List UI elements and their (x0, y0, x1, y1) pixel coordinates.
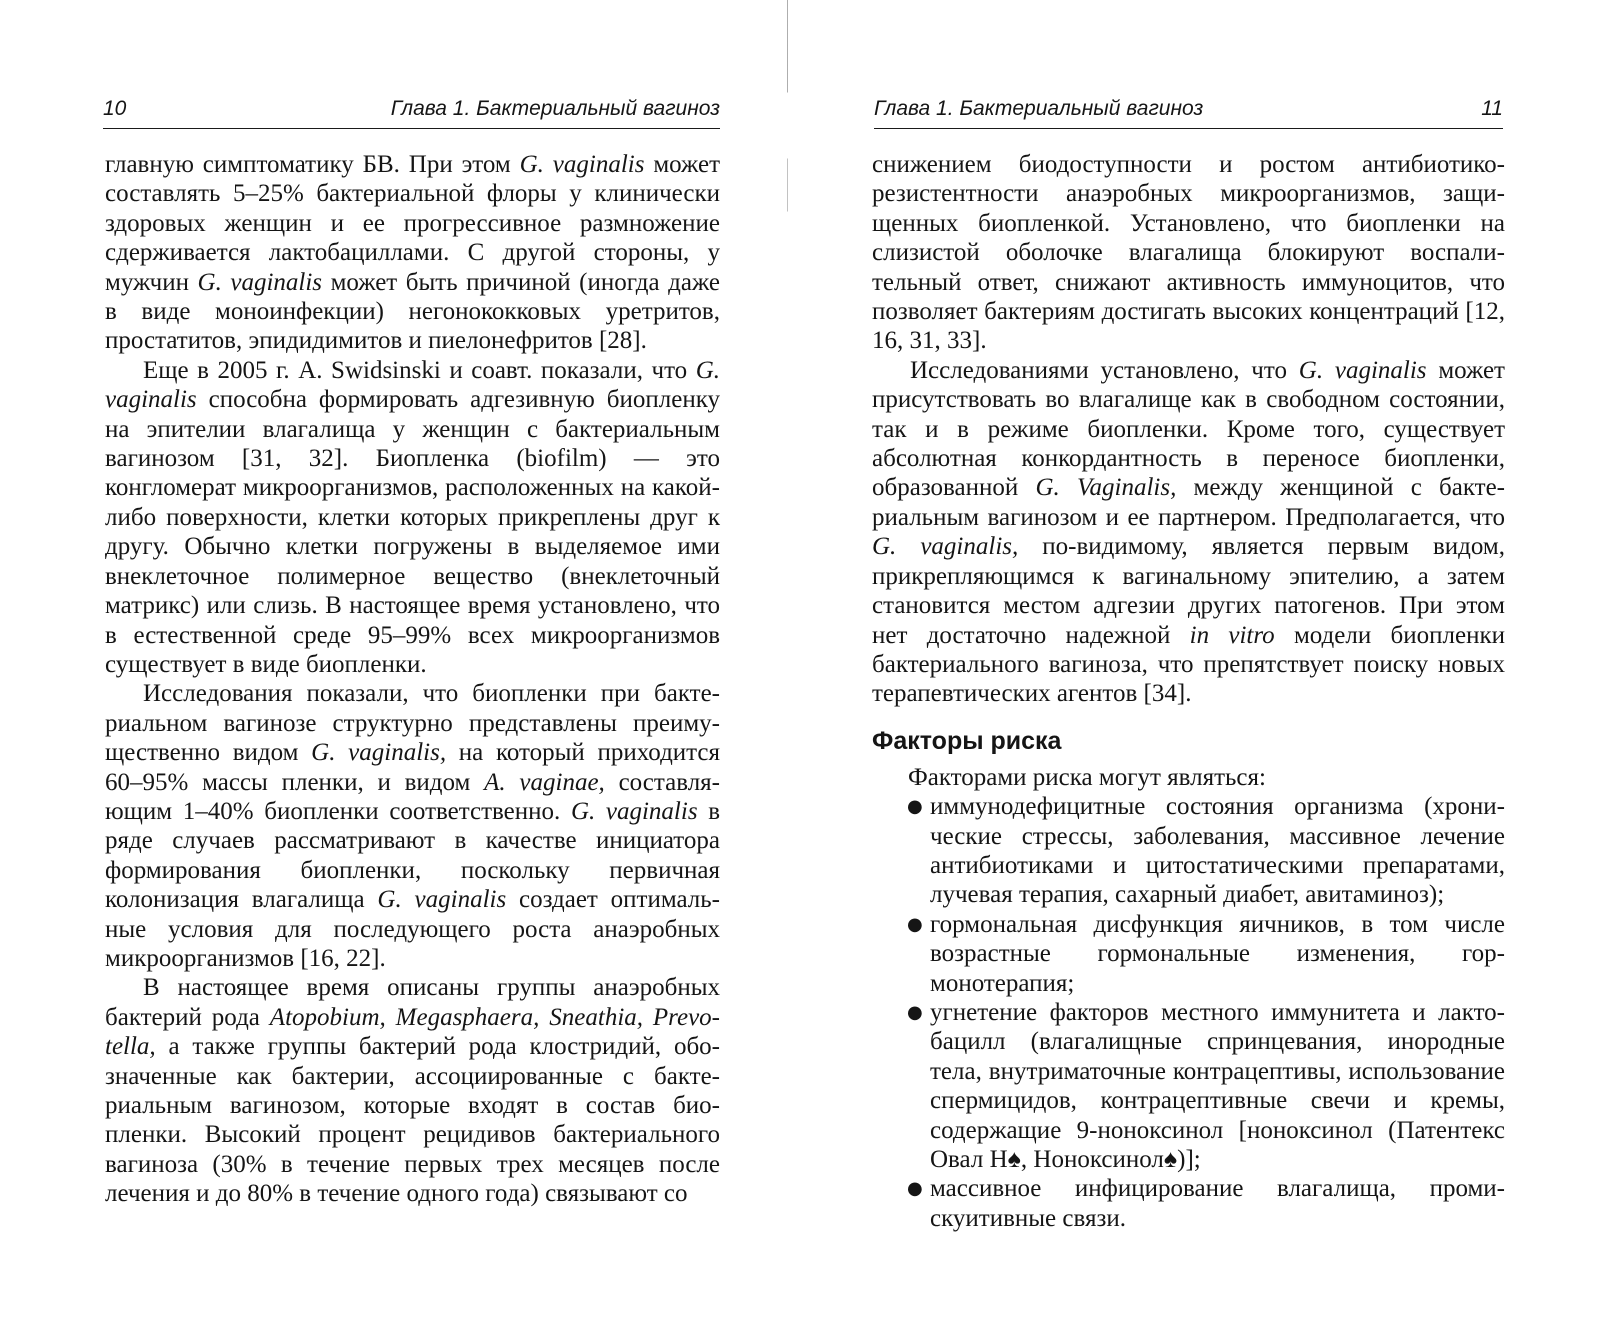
species-name: G. vaginalis (105, 356, 720, 414)
list-item (872, 910, 1505, 998)
species-name: in vitro (1189, 621, 1275, 649)
bullet-icon: ● (907, 1001, 923, 1023)
left-page-body (105, 150, 720, 1209)
section-heading: Факторы риска (872, 726, 1062, 755)
bullet-icon: ● (907, 1178, 923, 1200)
species-name: G. vaginalis (197, 268, 323, 296)
paragraph: Исследованиями установлено, что G. vaginalis может присутствовать во влагалище как в свободном состоянии, так и в режиме биопленки. Кроме того, существует абсолютная конкордантность в переносе биопленки, образованной G. Vaginalis, между женщиной с бактериальным вагинозом и ее партнером. Предполагается, что G. vaginalis, по-видимому, является первым видом, прикрепляющимся к вагинальному эпителию, а затем становится местом адгезии других патогенов. При этом нет достаточно надежной in vitro модели биопленки бактериального вагиноза, что препятствует поиску новых терапевтических агентов [34]. (872, 356, 1505, 708)
page-number: 10 (103, 97, 127, 120)
species-name: G. vaginalis (570, 797, 698, 825)
paragraph: Исследования показали, что биопленки при бактериальном вагинозе структурно представлены преимущественно видом G. vaginalis, на который приходится 60–95% массы пленки, и видом A. vaginae, составляющим 1–40% биопленки соответственно. G. vaginalis в ряде случаев рассматривают в качестве инициатора формирования биопленки, поскольку первичная колонизация влагалища G. vaginalis создает оптимальные условия для последующего роста анаэробных микроорганизмов [16, 22]. (105, 680, 720, 972)
right-page-body (872, 150, 1505, 1233)
species-name: Atopobium, Megasphaera, Sneathia, Prevotella, (105, 1003, 720, 1061)
list-item-text: массивное инфицирование влагалища, промискуитивные связи. (930, 1175, 1505, 1232)
species-name: G. vaginalis (519, 151, 645, 178)
species-name: A. vaginae, (484, 768, 605, 796)
paragraph: В настоящее время описаны группы анаэробных бактерий рода Atopobium, Megasphaera, Sneathia, Prevotella, а также группы бактерий рода клостридий, обозначенные как бактерии, ассоциированные с бактериальным вагинозом, которые входят в состав биопленки. Высокий процент рецидивов бактериального вагиноза (30% в течение первых трех месяцев после лечения и до 80% в течение одного года) связывают со (105, 974, 720, 1208)
right-page (800, 0, 1600, 1321)
paragraph: Еще в 2005 г. A. Swidsinski и соавт. показали, что G. vaginalis способна формировать адгезивную биопленку на эпителии влагалища у женщин с бактериальным вагинозом [31, 32]. Биопленка (biofilm) — это конгломерат микроорганизмов, расположенных на какой-либо поверхности, клетки которых прикреплены друг к другу. Обычно клетки погружены в выделяемое ими внеклеточное полимерное вещество (внеклеточный матрикс) или слизь. В настоящее время установлено, что в естественной среде 95–99% всех микроорганизмов существует в виде биопленки. (105, 356, 720, 678)
bullet-icon: ● (907, 796, 923, 818)
list-item (872, 1174, 1505, 1233)
chapter-title: Глава 1. Бактериальный вагиноз (874, 97, 1204, 120)
list-item-text: гормональная дисфункция яичников, в том числе возрастные гормональные изменения, гормонотерапия; (930, 910, 1505, 997)
risk-factors-list (872, 792, 1505, 1233)
bullet-icon: ● (907, 913, 923, 935)
species-name: G. vaginalis, (311, 739, 447, 767)
page-number: 11 (1481, 97, 1503, 120)
paragraph: главную симптоматику БВ. При этом G. vaginalis может составлять 5–25% бактериальной флоры у клинически здоровых женщин и ее прогрессивное размножение сдерживается лактобациллами. С другой стороны, у мужчин G. vaginalis может быть причиной (иногда даже в виде моноинфекции) негонококковых уретритов, простатитов, эпидидимитов и пиелонефритов [28]. (105, 151, 720, 355)
list-item (872, 792, 1505, 910)
list-item-text: иммунодефицитные состояния организма (хронические стрессы, заболевания, массивное лечение антибиотиками и цитостатическими препаратами, лучевая терапия, сахарный диабет, авитаминоз); (930, 793, 1505, 909)
list-item-text: угнетение факторов местного иммунитета и лактобацилл (влагалищные спринцевания, инородные тела, внутриматочные контрацептивы, использование спермицидов, контрацептивные свечи и кремы, содержащие 9-ноноксинол [ноноксинол (Патентекс Овал Н♠, Ноноксинол♠)]; (930, 998, 1505, 1173)
species-name: G. vaginalis (377, 886, 507, 914)
list-intro: Факторами риска могут являться: (908, 763, 1266, 791)
list-item (872, 998, 1505, 1174)
running-head-left (103, 94, 720, 129)
species-name: G. Vaginalis, (1035, 474, 1177, 502)
species-name: G. vaginalis (1298, 356, 1427, 384)
paragraph: снижением биодоступности и ростом антибиотикорезистентности анаэробных микроорганизмов, защищенных биопленкой. Установлено, что биопленки на слизистой оболочке влагалища блокируют воспалительный ответ, снижают активность иммуноцитов, что позволяет бактериям достигать высоких концентраций [12, 16, 31, 33]. (872, 151, 1505, 355)
species-name: G. vaginalis, (872, 533, 1019, 561)
running-head-right (874, 94, 1503, 129)
chapter-title: Глава 1. Бактериальный вагиноз (390, 97, 720, 120)
